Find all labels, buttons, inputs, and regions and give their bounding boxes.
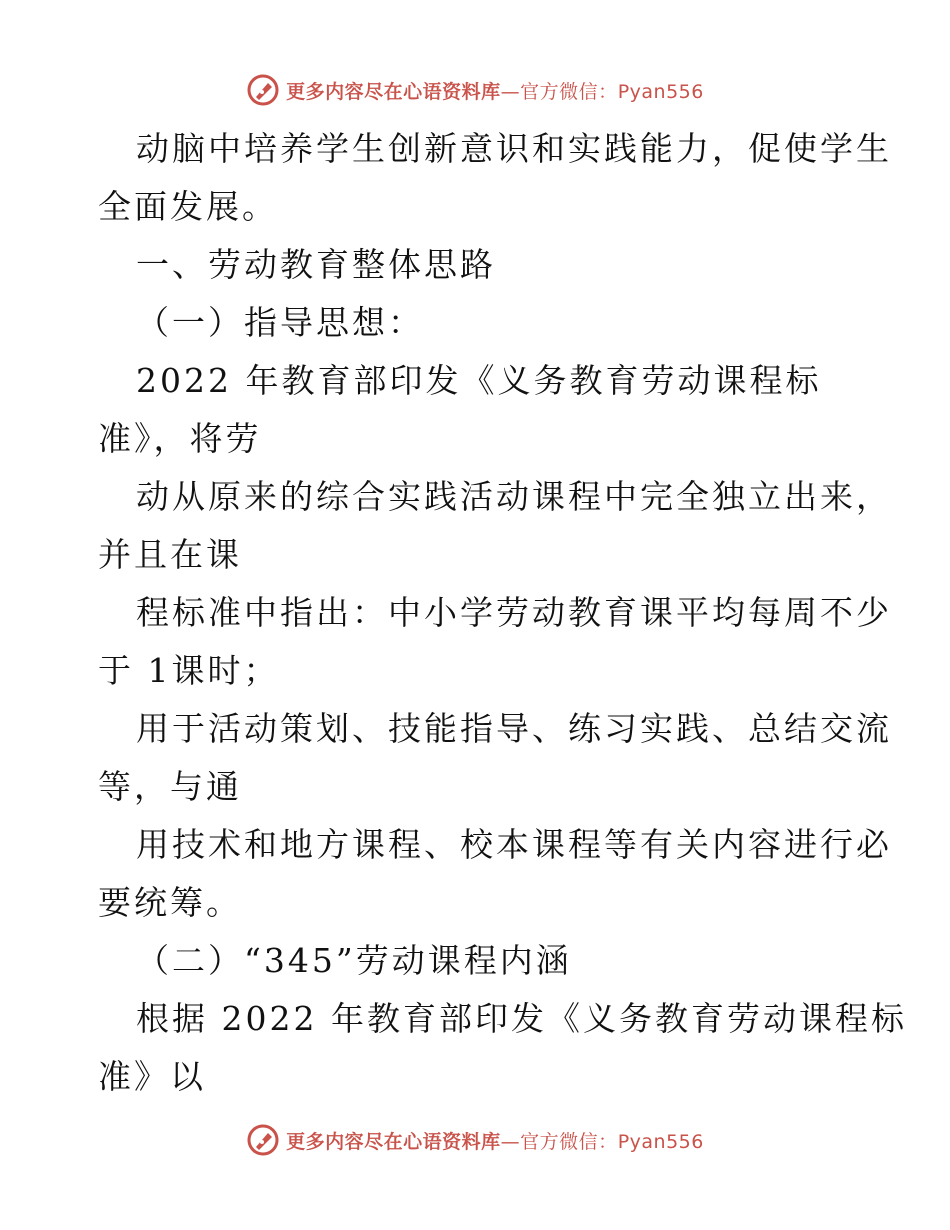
subsection-heading: （一）指导思想： <box>136 303 424 342</box>
body-line: 准》以 <box>98 1057 206 1096</box>
banner-dash: — <box>500 1130 521 1153</box>
banner-wechat-id: Pyan556 <box>617 80 704 103</box>
body-line: 动脑中培养学生创新意识和实践能力，促使学生 <box>136 129 892 168</box>
banner-wechat-label: 官方微信： <box>520 80 618 103</box>
subsection-heading: （二）“345”劳动课程内涵 <box>136 941 572 980</box>
body-line: 准》，将劳 <box>98 419 262 458</box>
document-body <box>98 120 907 1106</box>
body-line: 等，与通 <box>98 767 242 806</box>
body-line: 用于活动策划、技能指导、练习实践、总结交流 <box>136 709 892 748</box>
body-line: 于 1课时； <box>98 651 280 690</box>
pen-nib-circle-icon <box>246 1123 280 1157</box>
body-line: 2022 年教育部印发《义务教育劳动课程标 <box>136 361 822 400</box>
body-line: 要统筹。 <box>98 883 242 922</box>
body-line: 并且在课 <box>98 535 242 574</box>
body-line: 用技术和地方课程、校本课程等有关内容进行必 <box>136 825 892 864</box>
banner-dash: — <box>500 80 521 103</box>
pen-nib-circle-icon <box>246 73 280 107</box>
body-line: 根据 2022 年教育部印发《义务教育劳动课程标 <box>136 999 907 1038</box>
section-heading: 一、劳动教育整体思路 <box>136 245 496 284</box>
banner-text <box>286 1127 704 1154</box>
banner-wechat-id: Pyan556 <box>617 1130 704 1153</box>
footer-banner <box>0 1120 950 1160</box>
banner-wechat-label: 官方微信： <box>520 1130 618 1153</box>
header-banner <box>0 70 950 110</box>
banner-text <box>286 77 704 104</box>
banner-main-text: 更多内容尽在心语资料库 <box>286 80 501 103</box>
body-line: 全面发展。 <box>98 187 278 226</box>
body-line: 动从原来的综合实践活动课程中完全独立出来， <box>136 477 892 516</box>
body-line: 程标准中指出：中小学劳动教育课平均每周不少 <box>136 593 892 632</box>
banner-main-text: 更多内容尽在心语资料库 <box>286 1130 501 1153</box>
